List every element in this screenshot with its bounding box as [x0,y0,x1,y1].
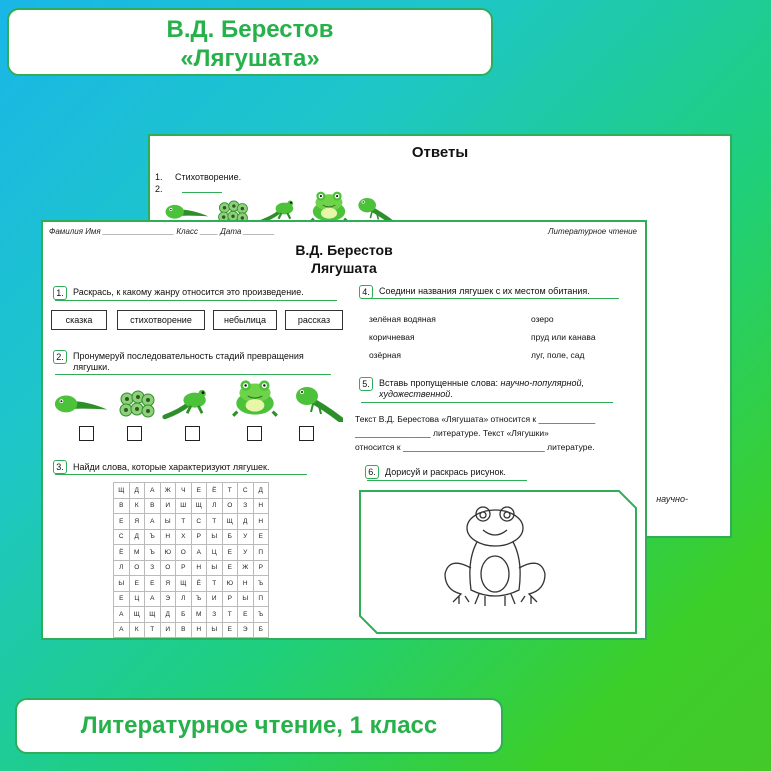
genre-option-fairytale[interactable]: сказка [51,310,107,330]
grid-cell[interactable]: Т [222,483,238,499]
grid-cell[interactable]: О [129,560,145,576]
q6-text: Дорисуй и раскрась рисунок. [385,467,506,477]
worksheet [41,220,647,640]
answers-title: Ответы [411,144,469,161]
grid-cell[interactable]: Е [145,576,161,592]
grid-cell[interactable]: Б [222,529,238,545]
q4-text: Соедини названия лягушек с их местом обитания. [379,286,590,296]
genre-option-tall-tale[interactable]: небылица [213,310,277,330]
header-fields: Фамилия Имя ________________ Класс ____ Дата _______ [49,227,275,236]
header-subject: Литературное чтение [548,227,637,236]
grid-cell[interactable]: С [238,483,254,499]
grid-row [114,514,269,530]
grid-cell[interactable]: А [114,622,130,638]
grid-cell[interactable]: Т [222,607,238,623]
grid-row [114,576,269,592]
grid-cell[interactable]: Ё [114,545,130,561]
stage-froglet-icon [161,382,217,422]
grid-cell[interactable]: О [160,560,176,576]
grid-cell[interactable]: Щ [145,607,161,623]
grid-cell[interactable]: Э [160,591,176,607]
grid-cell[interactable]: Щ [191,498,207,514]
grid-cell[interactable]: Ы [114,576,130,592]
grid-cell[interactable]: М [191,607,207,623]
q5-underline [361,402,613,403]
q6-number: 6. [365,465,379,479]
q5-number: 5. [359,377,373,391]
grid-cell[interactable]: Ю [222,576,238,592]
grid-cell[interactable]: О [176,545,192,561]
q5-text-italic: научно-популярной, художественной [379,378,584,399]
top-banner [7,8,493,76]
grid-cell[interactable]: Ъ [253,576,269,592]
grid-cell[interactable]: Е [238,607,254,623]
grid-cell[interactable]: Е [114,591,130,607]
fill-line-2[interactable]: ________________ литературе. Текст «Лягушки» [355,428,549,438]
grid-cell[interactable]: Д [160,607,176,623]
grid-cell[interactable]: Р [191,529,207,545]
q5-text-prefix: Вставь пропущенные слова: [379,378,501,388]
grid-cell[interactable]: И [160,622,176,638]
grid-cell[interactable]: С [191,514,207,530]
grid-cell[interactable]: Ё [207,483,223,499]
grid-cell[interactable]: А [191,545,207,561]
grid-cell[interactable]: Е [222,622,238,638]
grid-cell[interactable]: Ч [176,483,192,499]
grid-cell[interactable]: З [145,560,161,576]
q3-underline [55,474,307,475]
fill-line-1[interactable]: Текст В.Д. Берестова «Лягушата» относится к ____________ [355,414,596,424]
stage-checkbox-1[interactable] [79,426,94,441]
grid-cell[interactable]: Е [191,483,207,499]
grid-cell[interactable]: Х [176,529,192,545]
grid-row [114,529,269,545]
grid-cell[interactable]: Н [191,622,207,638]
grid-cell[interactable]: Ъ [191,591,207,607]
grid-cell[interactable]: Щ [129,607,145,623]
grid-cell[interactable]: А [145,514,161,530]
grid-cell[interactable]: Щ [222,514,238,530]
q1-text: Раскрась, к какому жанру относится это произведение. [73,287,304,297]
frog-name-3[interactable]: озёрная [369,350,402,360]
habitat-2[interactable]: пруд или канава [531,332,596,342]
grid-row [114,622,269,638]
grid-cell[interactable]: Ё [191,576,207,592]
grid-cell[interactable]: Н [191,560,207,576]
grid-cell[interactable]: Е [129,576,145,592]
stage-frog-icon [229,376,281,418]
grid-cell[interactable]: Р [176,560,192,576]
grid-cell[interactable]: А [114,607,130,623]
grid-cell[interactable]: Е [222,545,238,561]
q3-number: 3. [53,460,67,474]
grid-cell[interactable]: Ы [160,514,176,530]
grid-cell[interactable]: Щ [114,483,130,499]
q3-text: Найди слова, которые характеризуют лягушек. [73,462,270,472]
grid-cell[interactable]: Д [129,483,145,499]
grid-cell[interactable]: Я [129,514,145,530]
grid-row [114,483,269,499]
grid-cell[interactable]: Щ [176,576,192,592]
grid-row [114,607,269,623]
grid-row [114,591,269,607]
grid-cell[interactable]: З [207,607,223,623]
grid-cell[interactable]: Н [253,514,269,530]
q4-number: 4. [359,285,373,299]
word-search-grid[interactable] [113,482,269,638]
frog-name-2[interactable]: коричневая [369,332,415,342]
grid-cell[interactable]: Б [176,607,192,623]
grid-cell[interactable]: И [160,498,176,514]
stage-tadpole-legs-icon [293,382,343,422]
grid-cell[interactable]: Ы [207,622,223,638]
worksheet-author: В.Д. Берестов [295,242,393,258]
genre-option-story[interactable]: рассказ [285,310,343,330]
grid-cell[interactable]: Д [238,514,254,530]
habitat-3[interactable]: луг, поле, сад [531,350,585,360]
q1-underline [55,300,337,301]
grid-cell[interactable]: Н [160,529,176,545]
grid-cell[interactable]: П [253,591,269,607]
drawing-area[interactable] [359,490,637,634]
answer-line-1-num: 1. [155,172,163,182]
grid-cell[interactable]: Е [253,529,269,545]
grid-cell[interactable]: Ы [207,529,223,545]
grid-cell[interactable]: О [222,498,238,514]
q4-underline [361,298,619,299]
grid-row [114,560,269,576]
grid-cell[interactable]: Ш [176,498,192,514]
q5-text [379,378,633,400]
grid-row [114,498,269,514]
grid-cell[interactable]: Я [160,576,176,592]
grid-cell[interactable]: Э [238,622,254,638]
grid-cell[interactable]: У [238,545,254,561]
answer-frog-icon [306,188,352,224]
grid-cell[interactable]: В [114,498,130,514]
grid-cell[interactable]: Е [114,514,130,530]
grid-cell[interactable]: У [238,529,254,545]
grid-cell[interactable]: Д [129,529,145,545]
grid-cell[interactable]: Ж [160,483,176,499]
grid-cell[interactable]: Т [207,514,223,530]
q6-underline [367,480,527,481]
bottom-banner: Литературное чтение, 1 класс [15,698,503,754]
grid-cell[interactable]: Л [114,560,130,576]
grid-cell[interactable]: Е [222,560,238,576]
grid-cell[interactable]: Л [176,591,192,607]
grid-cell[interactable]: С [114,529,130,545]
q2-number: 2. [53,350,67,364]
worksheet-title: Лягушата [311,260,377,276]
stage-tadpole-icon [53,388,109,418]
banner-author: В.Д. Берестов [166,16,334,43]
grid-cell[interactable]: Ц [207,545,223,561]
frog-name-1[interactable]: зелёная водяная [369,314,436,324]
banner-title: «Лягушата» [180,45,320,72]
grid-cell[interactable]: Ю [160,545,176,561]
grid-cell[interactable]: Ъ [253,607,269,623]
grid-cell[interactable]: Б [253,622,269,638]
grid-cell[interactable]: Ъ [145,545,161,561]
grid-cell[interactable]: Т [207,576,223,592]
grid-cell[interactable]: А [145,483,161,499]
answer-line-2-num: 2. [155,184,163,194]
grid-cell[interactable]: К [129,498,145,514]
grid-cell[interactable]: Ы [207,560,223,576]
stage-eggs-icon [117,388,157,420]
grid-cell[interactable]: К [129,622,145,638]
grid-cell[interactable]: Ц [129,591,145,607]
grid-cell[interactable]: В [176,622,192,638]
q2-text: Пронумеруй последовательность стадий превращения лягушки. [73,351,304,372]
grid-cell[interactable]: М [129,545,145,561]
q1-number: 1. [53,286,67,300]
q2-underline [55,374,331,375]
grid-cell[interactable]: Л [207,498,223,514]
grid-row [114,545,269,561]
stage-checkbox-5[interactable] [299,426,314,441]
fill-line-3[interactable]: относится к ______________________________ литературе. [355,442,595,452]
grid-cell[interactable]: Т [176,514,192,530]
genre-option-poem[interactable]: стихотворение [117,310,205,330]
q5-text-suffix: . [450,389,453,399]
grid-cell[interactable]: З [238,498,254,514]
grid-cell[interactable]: Д [253,483,269,499]
grid-cell[interactable]: Н [238,576,254,592]
answer-line-1-text: Стихотворение. [175,172,242,182]
stage-checkbox-3[interactable] [185,426,200,441]
grid-cell[interactable]: Р [253,560,269,576]
grid-cell[interactable]: Ж [238,560,254,576]
stage-checkbox-2[interactable] [127,426,142,441]
grid-cell[interactable]: Ъ [145,529,161,545]
habitat-1[interactable]: озеро [531,314,554,324]
grid-cell[interactable]: Р [222,591,238,607]
grid-cell[interactable]: Ы [238,591,254,607]
grid-cell[interactable]: И [207,591,223,607]
grid-cell[interactable]: А [145,591,161,607]
grid-cell[interactable]: П [253,545,269,561]
stage-checkbox-4[interactable] [247,426,262,441]
grid-cell[interactable]: В [145,498,161,514]
grid-cell[interactable]: Н [253,498,269,514]
answer-partial-text: научно- [656,494,688,504]
grid-cell[interactable]: Т [145,622,161,638]
answer-line-2-underline [182,192,222,193]
